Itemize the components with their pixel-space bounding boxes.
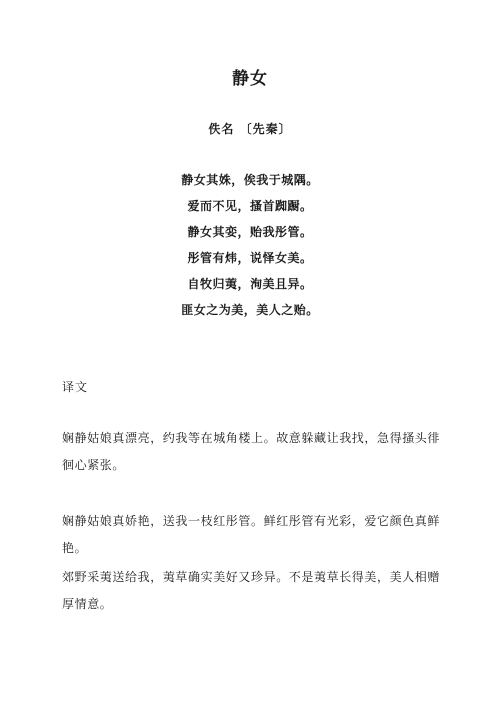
poem-author: 佚名 〔先秦〕 (208, 122, 292, 136)
poem-body (0, 170, 500, 326)
poem-line: 彤管有炜，说怿女美。 (187, 251, 313, 265)
poem-line: 匪女之为美，美人之贻。 (181, 303, 319, 317)
poem-line: 爱而不见，搔首踟蹰。 (187, 199, 313, 213)
translation-paragraph: 娴静姑娘真漂亮，约我等在城角楼上。故意躲藏让我找，急得搔头徘徊心紧张。 (62, 431, 441, 472)
translation-paragraph: 娴静姑娘真娇艳，送我一枝红彤管。鲜红彤管有光彩，爱它颜色真鲜艳。 (62, 514, 441, 555)
poem-line: 静女其姝，俟我于城隅。 (181, 173, 319, 187)
poem-line: 静女其娈，贻我彤管。 (187, 225, 313, 239)
translation-heading: 译文 (62, 380, 89, 394)
poem-title: 静女 (232, 69, 268, 89)
poem-line: 自牧归荑，洵美且异。 (187, 277, 313, 291)
translation-paragraph: 郊野采荑送给我，荑草确实美好又珍异。不是荑草长得美，美人相赠厚情意。 (62, 570, 441, 611)
